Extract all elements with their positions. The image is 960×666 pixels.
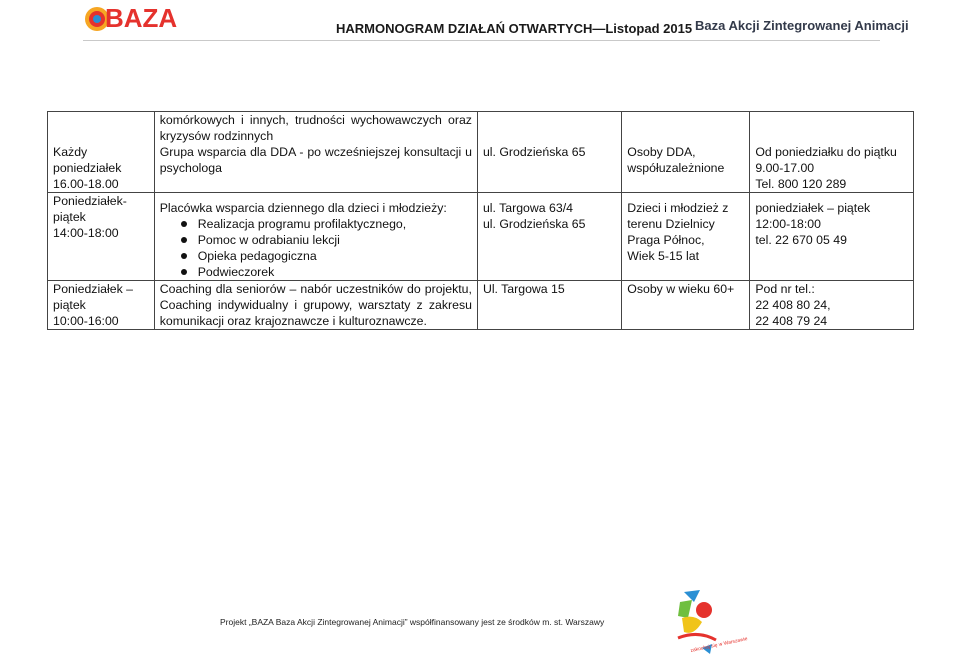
- when-line: 16.00-18.00: [53, 177, 119, 191]
- audience-cell: Osoby w wieku 60+: [622, 281, 750, 330]
- page-header: [0, 0, 960, 44]
- address-cell: Ul. Targowa 15: [477, 281, 621, 330]
- when-line: Każdy: [53, 145, 88, 159]
- activity-cell: [154, 112, 477, 193]
- when-cell: [48, 193, 155, 281]
- activity-cell: [154, 193, 477, 281]
- audience-cell: [622, 193, 750, 281]
- contact-line: tel. 22 670 05 49: [755, 233, 847, 247]
- when-line: poniedziałek: [53, 161, 122, 175]
- when-line: 10:00-16:00: [53, 314, 119, 328]
- contact-line: Od poniedziałku do piątku: [755, 145, 897, 159]
- address-cell: ul. Grodzieńska 65: [477, 112, 621, 193]
- contact-line: poniedziałek – piątek: [755, 201, 871, 215]
- audience-line: Wiek 5-15 lat: [627, 249, 700, 263]
- audience-cell: Osoby DDA, współuzależnione: [622, 112, 750, 193]
- contact-line: 22 408 79 24: [755, 314, 828, 328]
- when-cell: [48, 281, 155, 330]
- table-row: [48, 112, 914, 193]
- contact-line: Tel. 800 120 289: [755, 177, 847, 191]
- table-row: [48, 193, 914, 281]
- contact-cell: [750, 281, 914, 330]
- logo-text: BAZA: [105, 3, 178, 33]
- contact-cell: [750, 193, 914, 281]
- warsaw-logo-text: zakochaj się w Warszawie: [690, 636, 749, 654]
- organization-name: Baza Akcji Zintegrowanej Animacji: [695, 18, 909, 33]
- address-line: ul. Targowa 63/4: [482, 201, 573, 215]
- list-item: Opieka pedagogiczna: [198, 248, 472, 264]
- contact-cell: [750, 112, 914, 193]
- list-item: Realizacja programu profilaktycznego,: [198, 216, 472, 232]
- contact-line: Pod nr tel.:: [755, 282, 815, 296]
- activity-text: Grupa wsparcia dla DDA - po wcześniejszej konsultacji u psychologa: [159, 145, 472, 175]
- footer-text: Projekt „BAZA Baza Akcji Zintegrowanej Animacji” współfinansowany jest ze środków m. st. Warszawy: [220, 617, 605, 627]
- activity-text: komórkowych i innych, trudności wychowawczych oraz kryzysów rodzinnych: [159, 113, 472, 143]
- schedule-table: [47, 111, 914, 330]
- when-line: 14:00-18:00: [53, 226, 119, 240]
- warsaw-logo: [672, 588, 749, 658]
- header-divider: [83, 40, 880, 41]
- activity-cell: [154, 281, 477, 330]
- activity-text: Coaching dla seniorów – nabór uczestników do projektu, Coaching indywidualny i grupowy, warsztaty z zakresu komunikacji oraz krajoznawcze i kulturoznawcze.: [159, 282, 472, 328]
- contact-line: 22 408 80 24,: [755, 298, 831, 312]
- activity-list: [160, 216, 472, 280]
- activity-intro: Placówka wsparcia dziennego dla dzieci i młodzieży:: [159, 201, 447, 215]
- when-line: Poniedziałek-: [53, 194, 127, 208]
- baza-logo: [83, 4, 183, 36]
- when-line: piątek: [53, 210, 86, 224]
- list-item: Podwieczorek: [198, 264, 472, 280]
- audience-line: Dzieci i młodzież z terenu Dzielnicy Praga Północ,: [627, 201, 729, 247]
- address-line: ul. Grodzieńska 65: [482, 217, 586, 231]
- when-cell: [48, 112, 155, 193]
- list-item: Pomoc w odrabianiu lekcji: [198, 232, 472, 248]
- address-cell: [477, 193, 621, 281]
- contact-line: 9.00-17.00: [755, 161, 815, 175]
- table-row: [48, 281, 914, 330]
- contact-line: 12:00-18:00: [755, 217, 821, 231]
- when-line: piątek: [53, 298, 86, 312]
- when-line: Poniedziałek –: [53, 282, 133, 296]
- document-title: HARMONOGRAM DZIAŁAŃ OTWARTYCH—Listopad 2015: [336, 21, 693, 36]
